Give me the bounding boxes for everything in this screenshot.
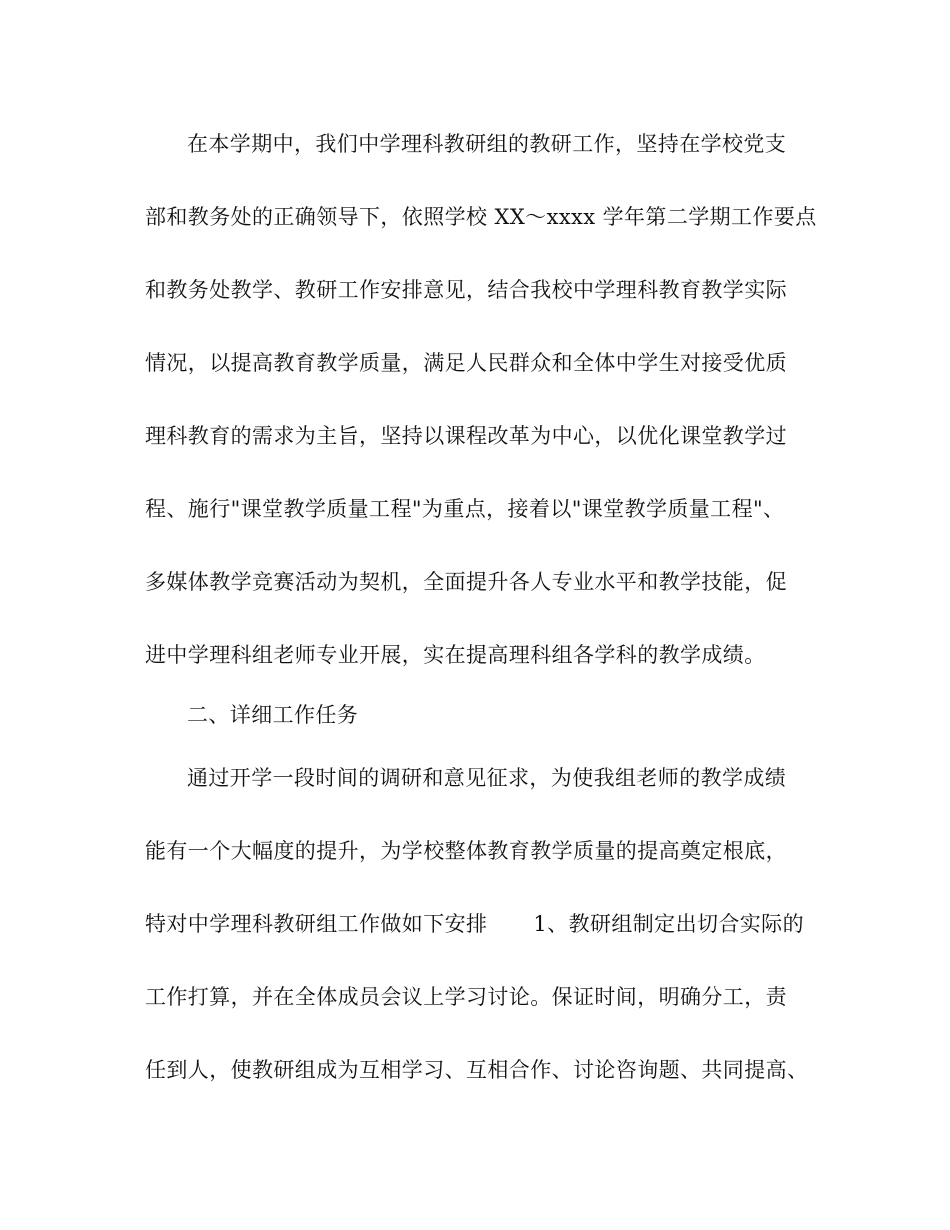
paragraph-2-line-3 (145, 910, 804, 938)
paragraph-2-line-1: 通过开学一段时间的调研和意见征求，为使我组老师的教学成绩 (187, 766, 787, 790)
paragraph-1-line-8: 进中学理科组老师专业开展，实在提高理科组各学科的教学成绩。 (145, 643, 766, 667)
paragraph-2-line-3-text: 特对中学理科教研组工作做如下安排 (145, 912, 488, 936)
paragraph-1-line-1: 在本学期中，我们中学理科教研组的教研工作，坚持在学校党支 (187, 132, 787, 156)
paragraph-1-line-6: 程、施行"课堂教学质量工程"为重点，接着以"课堂教学质量工程"、 (145, 497, 785, 521)
paragraph-2-line-3-item-1: 1、教研组制定出切合实际的 (533, 912, 804, 936)
paragraph-2-line-4: 工作打算，并在全体成员会议上学习讨论。保证时间，明确分工，责 (145, 985, 787, 1009)
paragraph-1-line-7: 多媒体教学竞赛活动为契机，全面提升各人专业水平和教学技能，促 (145, 570, 787, 594)
paragraph-2-line-2: 能有一个大幅度的提升，为学校整体教育教学质量的提高奠定根底， (145, 839, 787, 863)
paragraph-1-line-3: 和教务处教学、教研工作安排意见，结合我校中学理科教育教学实际 (145, 278, 787, 302)
section-heading: 二、详细工作任务 (187, 703, 359, 727)
paragraph-1-line-5: 理科教育的需求为主旨，坚持以课程改革为中心，以优化课堂教学过 (145, 424, 787, 448)
paragraph-1-line-2: 部和教务处的正确领导下，依照学校 XX～xxxx 学年第二学期工作要点 (145, 205, 817, 229)
paragraph-2-line-5: 任到人，使教研组成为互相学习、互相合作、讨论咨询题、共同提高、 (145, 1058, 809, 1082)
paragraph-1-line-4: 情况，以提高教育教学质量，满足人民群众和全体中学生对接受优质 (145, 351, 787, 375)
